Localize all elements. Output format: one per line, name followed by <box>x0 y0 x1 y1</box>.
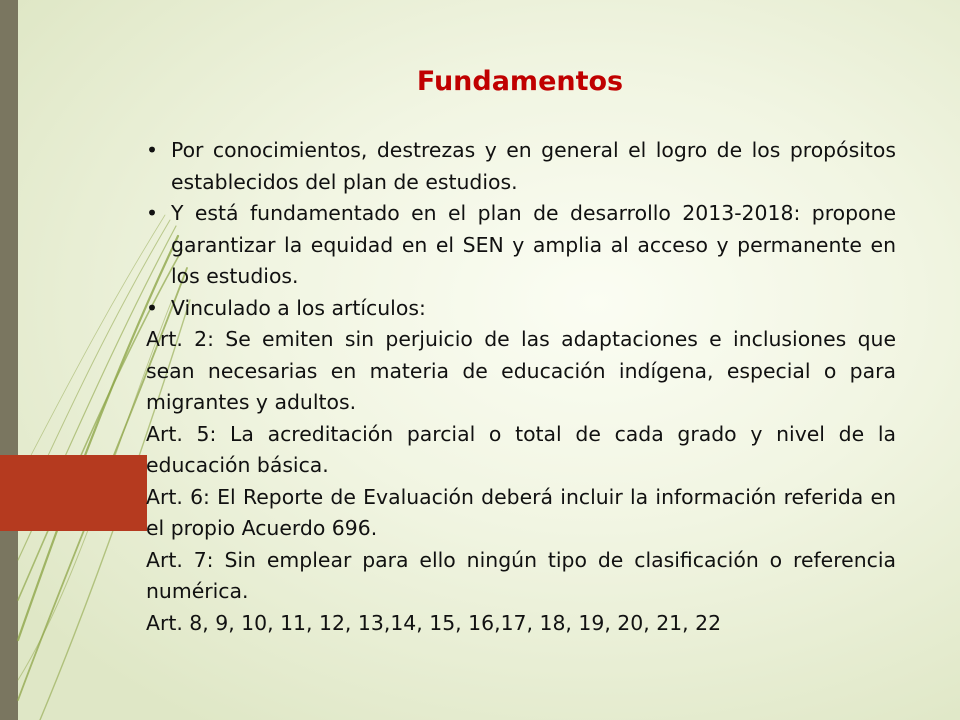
bullet-item <box>146 135 896 198</box>
bullet-text: Y está fundamentado en el plan de desarrollo 2013-2018: propone garantizar la equidad en el SEN y amplia al acceso y permanente en los estudios. <box>171 201 896 288</box>
bullet-icon: • <box>146 295 159 320</box>
article-paragraph: Art. 7: Sin emplear para ello ningún tipo de clasificación o referencia numérica. <box>146 547 896 603</box>
article-paragraph: Art. 5: La acreditación parcial o total de cada grado y nivel de la educación básica. <box>146 421 896 477</box>
bullet-item <box>146 293 896 325</box>
bullet-item <box>146 198 896 293</box>
bullet-icon: • <box>146 201 159 225</box>
article-paragraph: Art. 8, 9, 10, 11, 12, 13,14, 15, 16,17, 18, 19, 20, 21, 22 <box>146 610 722 635</box>
article-paragraph: Art. 6: El Reporte de Evaluación deberá incluir la información referida en el propio Acuerdo 696. <box>146 484 896 540</box>
article-paragraph: Art. 2: Se emiten sin perjuicio de las adaptaciones e inclusiones que sean necesarias en materia de educación indígena, especial o para migrantes y adultos. <box>146 327 896 414</box>
bullet-text: Vinculado a los artículos: <box>171 295 426 320</box>
slide-title: Fundamentos <box>416 66 624 97</box>
bullet-text: Por conocimientos, destrezas y en general el logro de los propósitos establecidos del plan de estudios. <box>171 138 896 194</box>
slide-body <box>146 135 896 639</box>
bullet-icon: • <box>146 138 159 162</box>
red-accent-tab <box>0 455 147 531</box>
